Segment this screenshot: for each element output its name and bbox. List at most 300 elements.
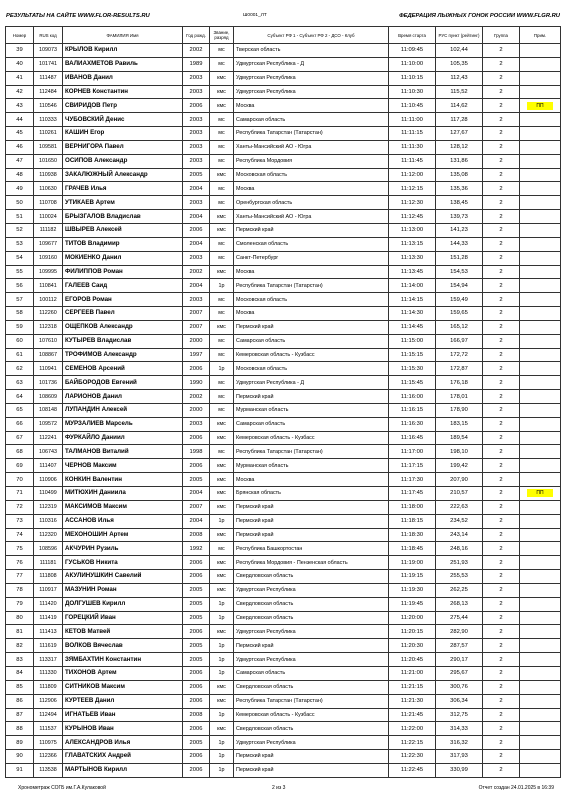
cell-rus-code: 107610 — [34, 334, 63, 348]
cell-start-time: 11:13:45 — [389, 265, 436, 279]
cell-rank: кмс — [210, 168, 234, 182]
table-row — [6, 473, 561, 487]
cell-group: 2 — [483, 653, 520, 667]
cell-group: 2 — [483, 57, 520, 71]
cell-rus-code: 106743 — [34, 445, 63, 459]
cell-points: 102,44 — [436, 44, 483, 58]
cell-num: 44 — [6, 113, 34, 127]
cell-region: Удмуртская Республика — [234, 653, 389, 667]
cell-region: Пермский край — [234, 500, 389, 514]
cell-points: 151,28 — [436, 251, 483, 265]
cell-start-time: 11:10:30 — [389, 85, 436, 99]
cell-name: КУТЫРЕВ Владислав — [63, 334, 183, 348]
cell-rus-code: 110917 — [34, 583, 63, 597]
cell-rank: мс — [210, 182, 234, 196]
cell-year: 2003 — [183, 154, 210, 168]
cell-name: ТАЛМАНОВ Виталий — [63, 445, 183, 459]
cell-year: 2006 — [183, 722, 210, 736]
table-row — [6, 528, 561, 542]
cell-points: 317,93 — [436, 750, 483, 764]
footer-page-number: 2 из 3 — [272, 785, 286, 791]
cell-region: Удмуртская Республика — [234, 85, 389, 99]
cell-rus-code: 111419 — [34, 611, 63, 625]
cell-rank: 1р — [210, 279, 234, 293]
cell-start-time: 11:17:15 — [389, 459, 436, 473]
cell-year: 2005 — [183, 473, 210, 487]
cell-points: 248,16 — [436, 542, 483, 556]
table-row — [6, 376, 561, 390]
cell-num: 83 — [6, 653, 34, 667]
cell-year: 2000 — [183, 334, 210, 348]
cell-rank: кмс — [210, 625, 234, 639]
table-row — [6, 44, 561, 58]
cell-rank: мс — [210, 127, 234, 141]
cell-rus-code: 109995 — [34, 265, 63, 279]
cell-note — [520, 417, 561, 431]
cell-points: 154,94 — [436, 279, 483, 293]
cell-group: 2 — [483, 196, 520, 210]
cell-year: 2006 — [183, 625, 210, 639]
cell-year: 2003 — [183, 196, 210, 210]
cell-year: 2002 — [183, 390, 210, 404]
cell-group: 2 — [483, 251, 520, 265]
table-body — [6, 44, 561, 778]
cell-region: Московская область — [234, 362, 389, 376]
cell-region: Москва — [234, 182, 389, 196]
cell-rus-code: 112494 — [34, 708, 63, 722]
cell-group: 2 — [483, 459, 520, 473]
cell-rus-code: 110546 — [34, 99, 63, 113]
table-row — [6, 85, 561, 99]
cell-num: 81 — [6, 625, 34, 639]
cell-start-time: 11:19:00 — [389, 556, 436, 570]
cell-year: 2006 — [183, 750, 210, 764]
cell-name: ШВЫРЕВ Алексей — [63, 223, 183, 237]
cell-rus-code: 112484 — [34, 85, 63, 99]
cell-num: 50 — [6, 196, 34, 210]
cell-points: 282,90 — [436, 625, 483, 639]
cell-name: МОКИЕНКО Данил — [63, 251, 183, 265]
cell-region: Пермский край — [234, 320, 389, 334]
cell-rank: кмс — [210, 694, 234, 708]
cell-group: 2 — [483, 528, 520, 542]
cell-rank: кмс — [210, 570, 234, 584]
cell-name: МАРТЫНОВ Кирилл — [63, 763, 183, 777]
cell-note — [520, 293, 561, 307]
cell-year: 2006 — [183, 680, 210, 694]
cell-year: 2002 — [183, 44, 210, 58]
cell-name: КОНКИН Валентин — [63, 473, 183, 487]
cell-rus-code: 110333 — [34, 113, 63, 127]
cell-note — [520, 487, 561, 501]
cell-year: 1997 — [183, 348, 210, 362]
cell-rus-code: 110975 — [34, 736, 63, 750]
cell-note — [520, 680, 561, 694]
header-federation-site[interactable]: ФЕДЕРАЦИЯ ЛЫЖНЫХ ГОНОК РОССИИ WWW.FLGR.RU — [399, 13, 560, 19]
cell-num: 57 — [6, 293, 34, 307]
cell-name: АЛЕКСАНДРОВ Илья — [63, 736, 183, 750]
cell-name: ГЛАВАТСКИХ Андрей — [63, 750, 183, 764]
cell-year: 2007 — [183, 307, 210, 321]
cell-num: 59 — [6, 320, 34, 334]
cell-rank: 1р — [210, 763, 234, 777]
cell-year: 2006 — [183, 570, 210, 584]
cell-year: 2005 — [183, 639, 210, 653]
cell-start-time: 11:15:00 — [389, 334, 436, 348]
cell-rank: мс — [210, 403, 234, 417]
cell-points: 144,33 — [436, 237, 483, 251]
cell-note — [520, 307, 561, 321]
table-row — [6, 320, 561, 334]
cell-note — [520, 639, 561, 653]
cell-start-time: 11:20:15 — [389, 625, 436, 639]
cell-region: Мурманская область — [234, 459, 389, 473]
cell-rus-code: 113538 — [34, 763, 63, 777]
cell-group: 2 — [483, 223, 520, 237]
cell-group: 2 — [483, 680, 520, 694]
cell-note — [520, 763, 561, 777]
cell-rus-code: 110024 — [34, 210, 63, 224]
cell-start-time: 11:17:00 — [389, 445, 436, 459]
cell-num: 74 — [6, 528, 34, 542]
cell-rus-code: 110841 — [34, 279, 63, 293]
cell-name: МЕХОНОШИН Артем — [63, 528, 183, 542]
cell-num: 76 — [6, 556, 34, 570]
cell-name: СЕРГЕЕВ Павел — [63, 307, 183, 321]
cell-group: 2 — [483, 99, 520, 113]
cell-group: 2 — [483, 611, 520, 625]
cell-note — [520, 694, 561, 708]
note-badge: ПП — [527, 102, 553, 110]
cell-points: 139,73 — [436, 210, 483, 224]
cell-group: 2 — [483, 487, 520, 501]
cell-group: 2 — [483, 750, 520, 764]
cell-note — [520, 514, 561, 528]
cell-points: 117,28 — [436, 113, 483, 127]
cell-start-time: 11:13:15 — [389, 237, 436, 251]
cell-group: 2 — [483, 44, 520, 58]
cell-region: Ханты-Мансийский АО - Югра — [234, 210, 389, 224]
cell-year: 2003 — [183, 113, 210, 127]
cell-region: Самарская область — [234, 334, 389, 348]
cell-region: Брянская область — [234, 487, 389, 501]
cell-points: 178,90 — [436, 403, 483, 417]
cell-points: 330,99 — [436, 763, 483, 777]
table-row — [6, 403, 561, 417]
cell-note — [520, 57, 561, 71]
cell-year: 2006 — [183, 223, 210, 237]
cell-year: 2003 — [183, 71, 210, 85]
cell-start-time: 11:19:15 — [389, 570, 436, 584]
table-row — [6, 196, 561, 210]
cell-region: Республика Башкортостан — [234, 542, 389, 556]
cell-year: 2006 — [183, 99, 210, 113]
cell-region: Удмуртская Республика - Д — [234, 57, 389, 71]
cell-note — [520, 320, 561, 334]
cell-rank: кмс — [210, 473, 234, 487]
cell-rank: кмс — [210, 85, 234, 99]
cell-rus-code: 111808 — [34, 570, 63, 584]
cell-group: 2 — [483, 265, 520, 279]
cell-points: 183,15 — [436, 417, 483, 431]
cell-name: ОСИПОВ Александр — [63, 154, 183, 168]
cell-group: 2 — [483, 694, 520, 708]
cell-num: 60 — [6, 334, 34, 348]
cell-rank: кмс — [210, 417, 234, 431]
cell-region: Свердловская область — [234, 722, 389, 736]
cell-region: Московская область — [234, 168, 389, 182]
cell-rank: мс — [210, 348, 234, 362]
cell-rank: мс — [210, 390, 234, 404]
cell-rank: 1р — [210, 708, 234, 722]
table-row — [6, 237, 561, 251]
cell-region: Москва — [234, 473, 389, 487]
table-row — [6, 390, 561, 404]
cell-name: ЗАКАЛЮЖНЫЙ Александр — [63, 168, 183, 182]
table-row — [6, 736, 561, 750]
table-row — [6, 666, 561, 680]
cell-points: 243,14 — [436, 528, 483, 542]
cell-start-time: 11:18:15 — [389, 514, 436, 528]
cell-num: 52 — [6, 223, 34, 237]
cell-group: 2 — [483, 279, 520, 293]
cell-note — [520, 750, 561, 764]
cell-start-time: 11:15:30 — [389, 362, 436, 376]
cell-name: ЛУПАНДИН Алексей — [63, 403, 183, 417]
cell-group: 2 — [483, 403, 520, 417]
cell-start-time: 11:21:30 — [389, 694, 436, 708]
cell-note — [520, 348, 561, 362]
cell-points: 312,75 — [436, 708, 483, 722]
cell-note — [520, 71, 561, 85]
cell-points: 105,35 — [436, 57, 483, 71]
cell-points: 199,42 — [436, 459, 483, 473]
cell-rank: мс — [210, 196, 234, 210]
cell-rank: 1р — [210, 666, 234, 680]
cell-year: 2000 — [183, 403, 210, 417]
cell-year: 2004 — [183, 487, 210, 501]
cell-group: 2 — [483, 736, 520, 750]
cell-name: ОЩЕПКОВ Александр — [63, 320, 183, 334]
cell-name: ГУСЬКОВ Никита — [63, 556, 183, 570]
cell-start-time: 11:16:15 — [389, 403, 436, 417]
cell-name: ТИХОНОВ Артем — [63, 666, 183, 680]
cell-name: СВИРИДОВ Петр — [63, 99, 183, 113]
cell-region: Оренбургская область — [234, 196, 389, 210]
cell-name: МИТЮХИН Даниила — [63, 487, 183, 501]
cell-name: ФИЛИППОВ Роман — [63, 265, 183, 279]
cell-name: МУРЗАЛИЕВ Марсель — [63, 417, 183, 431]
cell-num: 89 — [6, 736, 34, 750]
cell-rank: кмс — [210, 265, 234, 279]
cell-year: 2006 — [183, 431, 210, 445]
cell-region: Республика Татарстан (Татарстан) — [234, 279, 389, 293]
cell-region: Кемеровская область - Кузбасс — [234, 348, 389, 362]
cell-group: 2 — [483, 625, 520, 639]
cell-year: 2004 — [183, 279, 210, 293]
cell-rank: мс — [210, 44, 234, 58]
cell-start-time: 11:12:15 — [389, 182, 436, 196]
cell-year: 2006 — [183, 694, 210, 708]
table-row — [6, 556, 561, 570]
cell-note — [520, 445, 561, 459]
cell-region: Санкт-Петербург — [234, 251, 389, 265]
cell-start-time: 11:20:00 — [389, 611, 436, 625]
cell-start-time: 11:15:45 — [389, 376, 436, 390]
cell-start-time: 11:12:30 — [389, 196, 436, 210]
cell-name: СИТНИКОВ Максим — [63, 680, 183, 694]
cell-points: 210,57 — [436, 487, 483, 501]
cell-year: 2004 — [183, 182, 210, 196]
cell-rank: 1р — [210, 639, 234, 653]
cell-start-time: 11:11:30 — [389, 140, 436, 154]
cell-note — [520, 666, 561, 680]
cell-note — [520, 362, 561, 376]
cell-points: 306,34 — [436, 694, 483, 708]
cell-group: 2 — [483, 500, 520, 514]
cell-year: 2005 — [183, 597, 210, 611]
cell-note — [520, 570, 561, 584]
cell-rank: 1р — [210, 611, 234, 625]
cell-rank: 1р — [210, 514, 234, 528]
cell-group: 2 — [483, 237, 520, 251]
cell-rus-code: 110906 — [34, 473, 63, 487]
cell-region: Удмуртская Республика — [234, 625, 389, 639]
cell-rus-code: 109677 — [34, 237, 63, 251]
cell-name: ГРАЧЕВ Илья — [63, 182, 183, 196]
cell-rank: кмс — [210, 320, 234, 334]
cell-start-time: 11:21:45 — [389, 708, 436, 722]
cell-year: 2005 — [183, 583, 210, 597]
cell-region: Смоленская область — [234, 237, 389, 251]
cell-name: ВЕРНИГОРА Павел — [63, 140, 183, 154]
cell-name: МАКСИМОВ Максим — [63, 500, 183, 514]
cell-rus-code: 112366 — [34, 750, 63, 764]
table-row — [6, 694, 561, 708]
cell-rank: кмс — [210, 528, 234, 542]
cell-note — [520, 223, 561, 237]
cell-group: 2 — [483, 639, 520, 653]
cell-start-time: 11:16:00 — [389, 390, 436, 404]
cell-region: Пермский край — [234, 528, 389, 542]
cell-start-time: 11:14:00 — [389, 279, 436, 293]
cell-num: 86 — [6, 694, 34, 708]
cell-rank: мс — [210, 237, 234, 251]
cell-rank: кмс — [210, 487, 234, 501]
cell-name: КЕТОВ Матвей — [63, 625, 183, 639]
table-row — [6, 680, 561, 694]
cell-points: 128,12 — [436, 140, 483, 154]
cell-start-time: 11:10:15 — [389, 71, 436, 85]
cell-rus-code: 108867 — [34, 348, 63, 362]
table-row — [6, 279, 561, 293]
cell-year: 2006 — [183, 666, 210, 680]
cell-points: 154,53 — [436, 265, 483, 279]
cell-start-time: 11:17:45 — [389, 487, 436, 501]
cell-num: 75 — [6, 542, 34, 556]
cell-rus-code: 109073 — [34, 44, 63, 58]
cell-region: Республика Татарстан (Татарстан) — [234, 445, 389, 459]
col-header-num: Номер — [6, 27, 34, 44]
cell-points: 255,53 — [436, 570, 483, 584]
cell-group: 2 — [483, 514, 520, 528]
cell-note — [520, 113, 561, 127]
header-results-site[interactable]: РЕЗУЛЬТАТЫ НА САЙТЕ WWW.FLOR-RESULTS.RU — [6, 13, 150, 19]
cell-group: 2 — [483, 763, 520, 777]
cell-num: 88 — [6, 722, 34, 736]
cell-year: 2006 — [183, 556, 210, 570]
cell-num: 90 — [6, 750, 34, 764]
cell-rank: 1р — [210, 362, 234, 376]
cell-note — [520, 154, 561, 168]
table-row — [6, 459, 561, 473]
table-row — [6, 570, 561, 584]
cell-name: КУРТЕЕВ Данил — [63, 694, 183, 708]
table-row — [6, 487, 561, 501]
cell-note — [520, 127, 561, 141]
cell-region: Кемеровская область - Кузбасс — [234, 708, 389, 722]
cell-name: ВАЛИАХМЕТОВ Равиль — [63, 57, 183, 71]
cell-rus-code: 111809 — [34, 680, 63, 694]
cell-note — [520, 44, 561, 58]
cell-region: Удмуртская Республика — [234, 583, 389, 597]
cell-points: 207,90 — [436, 473, 483, 487]
cell-rank: мс — [210, 376, 234, 390]
cell-rus-code: 111487 — [34, 71, 63, 85]
cell-rank: мс — [210, 334, 234, 348]
cell-start-time: 11:19:30 — [389, 583, 436, 597]
cell-note — [520, 500, 561, 514]
cell-points: 178,01 — [436, 390, 483, 404]
cell-year: 2006 — [183, 362, 210, 376]
col-header-name: ФАМИЛИЯ Имя — [63, 27, 183, 44]
cell-year: 1998 — [183, 445, 210, 459]
cell-region: Свердловская область — [234, 611, 389, 625]
cell-group: 2 — [483, 85, 520, 99]
table-row — [6, 722, 561, 736]
cell-start-time: 11:20:30 — [389, 639, 436, 653]
cell-points: 300,76 — [436, 680, 483, 694]
cell-name: МАЗУНИН Роман — [63, 583, 183, 597]
cell-note — [520, 625, 561, 639]
cell-points: 290,17 — [436, 653, 483, 667]
cell-note — [520, 611, 561, 625]
cell-rank: кмс — [210, 71, 234, 85]
table-row — [6, 182, 561, 196]
cell-year: 2006 — [183, 459, 210, 473]
cell-num: 55 — [6, 265, 34, 279]
table-row — [6, 154, 561, 168]
cell-rus-code: 101736 — [34, 376, 63, 390]
cell-name: КУРЫНОВ Иван — [63, 722, 183, 736]
table-row — [6, 597, 561, 611]
table-row — [6, 71, 561, 85]
cell-rank: 1р — [210, 653, 234, 667]
table-row — [6, 708, 561, 722]
cell-rank: кмс — [210, 583, 234, 597]
cell-num: 82 — [6, 639, 34, 653]
cell-rank: мс — [210, 57, 234, 71]
cell-group: 2 — [483, 154, 520, 168]
cell-year: 2008 — [183, 708, 210, 722]
cell-group: 2 — [483, 71, 520, 85]
cell-start-time: 11:11:45 — [389, 154, 436, 168]
cell-rank: мс — [210, 251, 234, 265]
cell-num: 48 — [6, 168, 34, 182]
footer-timing: Хронометраж СОГБ им.Г.А.Кулаковой — [18, 785, 106, 791]
cell-start-time: 11:20:45 — [389, 653, 436, 667]
cell-points: 316,32 — [436, 736, 483, 750]
